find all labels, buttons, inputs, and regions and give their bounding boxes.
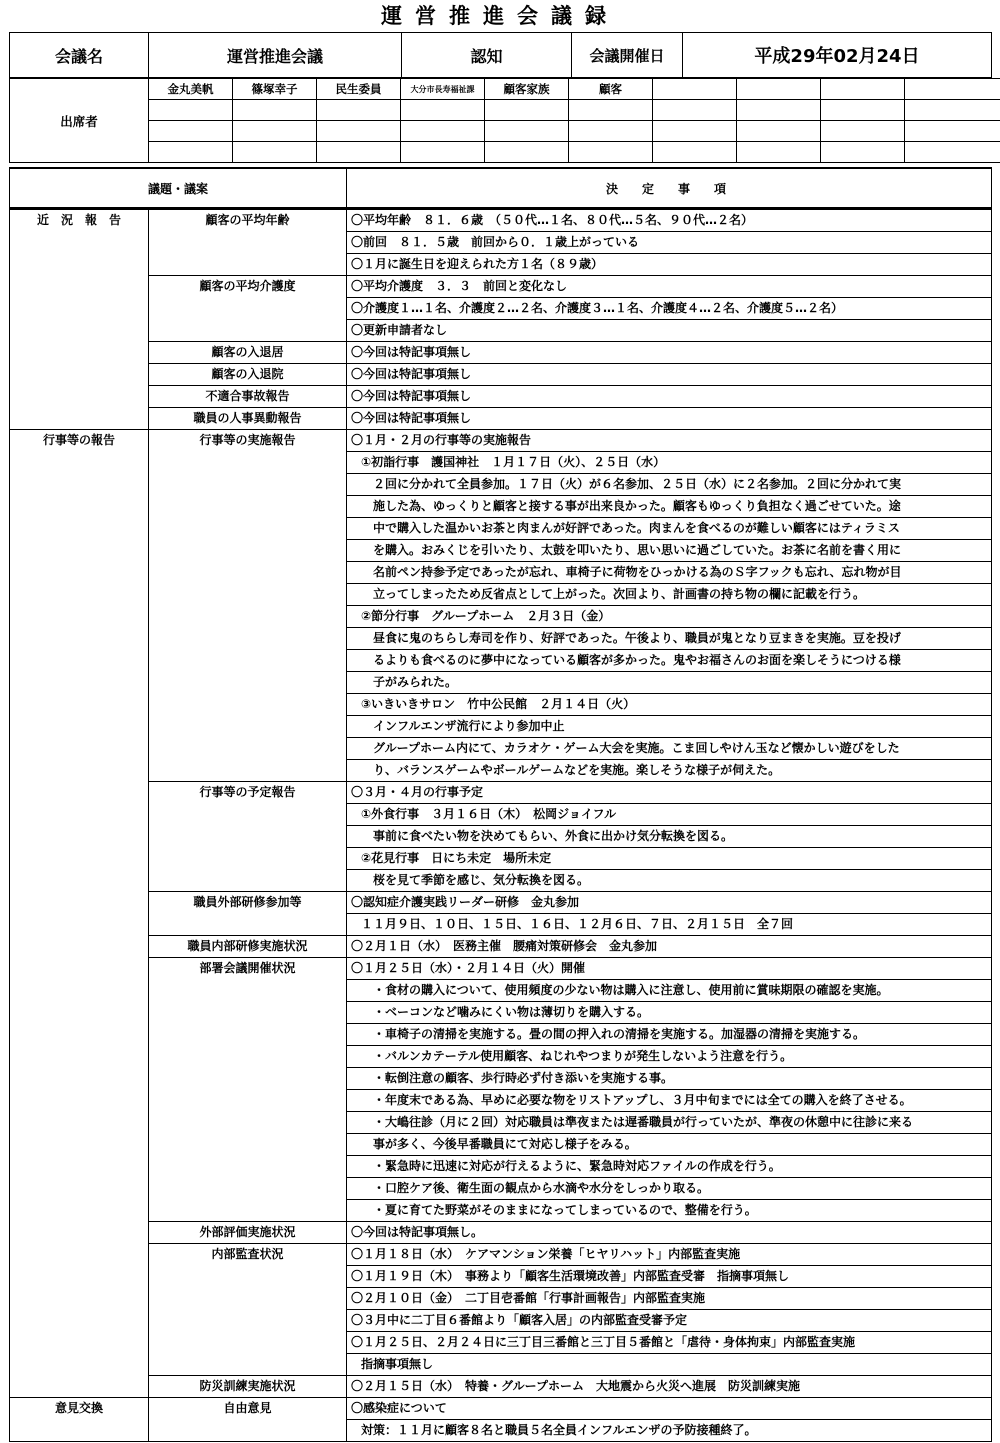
agenda-category-cell <box>10 1046 149 1068</box>
decision-text: 〇３月・４月の行事予定 <box>347 782 992 804</box>
meeting-date: 平成29年02月24日 <box>683 33 992 78</box>
minutes-row <box>10 1178 992 1200</box>
minutes-row <box>10 914 992 936</box>
agenda-item-cell <box>149 496 347 518</box>
decision-text: 〇今回は特記事項無し <box>347 408 992 430</box>
minutes-row <box>10 1068 992 1090</box>
decision-text: 立ってしまったため反省点として上がった。次回より、計画書の持ち物の欄に記載を行う。 <box>347 584 992 606</box>
agenda-category-cell <box>10 738 149 760</box>
agenda-item-cell <box>149 584 347 606</box>
agenda-item: 職員内部研修実施状況 <box>149 936 347 958</box>
minutes-row <box>10 584 992 606</box>
agenda-item-cell <box>149 1266 347 1288</box>
attendees-label: 出席者 <box>10 79 149 163</box>
agenda-label: 議題・議案 <box>10 168 347 208</box>
decision-text: ・ベーコンなど噛みにくい物は薄切りを購入する。 <box>347 1002 992 1024</box>
agenda-category-cell <box>10 298 149 320</box>
agenda-category-cell <box>10 1090 149 1112</box>
agenda-category-cell <box>10 364 149 386</box>
attendees-table <box>9 78 1000 163</box>
agenda-category-cell <box>10 1288 149 1310</box>
agenda-item: 部署会議開催状況 <box>149 958 347 980</box>
decision-text: 事前に食べたい物を決めてもらい、外食に出かけ気分転換を図る。 <box>347 826 992 848</box>
agenda-category-cell <box>10 1002 149 1024</box>
minutes-row <box>10 1222 992 1244</box>
agenda-item-cell <box>149 980 347 1002</box>
minutes-row <box>10 386 992 408</box>
decision-text: ・夏に育てた野菜がそのままになってしまっているので、整備を行う。 <box>347 1200 992 1222</box>
agenda-category-cell <box>10 1178 149 1200</box>
agenda-category-cell <box>10 1156 149 1178</box>
agenda-item-cell <box>149 1420 347 1442</box>
decision-text: るよりも食べるのに夢中になっている顧客が多かった。鬼やお福さんのお面を楽しそうにつける様 <box>347 650 992 672</box>
agenda-category-cell <box>10 342 149 364</box>
attendee-name: 金丸美帆 <box>149 79 233 100</box>
minutes-row <box>10 562 992 584</box>
decision-text: 〇更新申請者なし <box>347 320 992 342</box>
agenda-category-cell <box>10 958 149 980</box>
agenda-category-cell <box>10 980 149 1002</box>
agenda-category-cell <box>10 826 149 848</box>
minutes-row <box>10 672 992 694</box>
agenda-item-cell <box>149 1310 347 1332</box>
agenda-item-cell <box>149 1068 347 1090</box>
minutes-row <box>10 1420 992 1442</box>
agenda-item-cell <box>149 914 347 936</box>
decision-text: ・口腔ケア後、衛生面の観点から水滴や水分をしっかり取る。 <box>347 1178 992 1200</box>
decision-text: 〇介護度１…１名、介護度２…２名、介護度３…１名、介護度４…２名、介護度５…２名） <box>347 298 992 320</box>
minutes-row <box>10 408 992 430</box>
decision-text: ③いきいきサロン 竹中公民館 ２月１４日（火） <box>347 694 992 716</box>
minutes-row <box>10 1266 992 1288</box>
minutes-row <box>10 1090 992 1112</box>
minutes-row <box>10 958 992 980</box>
agenda-category: 近 況 報 告 <box>10 210 149 232</box>
decision-text: ・大嶋往診（月に２回）対応職員は準夜または遅番職員が行っていたが、準夜の休憩中に往診に来る <box>347 1112 992 1134</box>
agenda-category-cell <box>10 320 149 342</box>
minutes-row <box>10 1288 992 1310</box>
agenda-item-cell <box>149 540 347 562</box>
agenda-item-cell <box>149 452 347 474</box>
minutes-row <box>10 276 992 298</box>
agenda-item: 外部評価実施状況 <box>149 1222 347 1244</box>
agenda-category-cell <box>10 760 149 782</box>
minutes-row <box>10 364 992 386</box>
decision-text: 子がみられた。 <box>347 672 992 694</box>
agenda-item: 不適合事故報告 <box>149 386 347 408</box>
agenda-item-cell <box>149 474 347 496</box>
agenda-category-cell <box>10 1354 149 1376</box>
minutes-row <box>10 1024 992 1046</box>
agenda-item: 職員外部研修参加等 <box>149 892 347 914</box>
agenda-category-cell <box>10 1310 149 1332</box>
decision-text: 〇平均介護度 ３．３ 前回と変化なし <box>347 276 992 298</box>
decision-text: 対策：１１月に顧客８名と職員５名全員インフルエンザの予防接種終了。 <box>347 1420 992 1442</box>
agenda-category-cell <box>10 254 149 276</box>
attendee-cell <box>905 79 1000 100</box>
decision-text: 〇３月中に二丁目６番館より「顧客入居」の内部監査受審予定 <box>347 1310 992 1332</box>
agenda-item-cell <box>149 1354 347 1376</box>
minutes-row <box>10 826 992 848</box>
decision-text: 中で購入した温かいお茶と肉まんが好評であった。肉まんを食べるのが難しい顧客にはティラミス <box>347 518 992 540</box>
minutes-row <box>10 980 992 1002</box>
agenda-category-cell <box>10 408 149 430</box>
agenda-category-cell <box>10 1244 149 1266</box>
agenda-item-cell <box>149 694 347 716</box>
decision-text: ・車椅子の清掃を実施する。畳の間の押入れの清掃を実施する。加湿器の清掃を実施する。 <box>347 1024 992 1046</box>
minutes-row <box>10 254 992 276</box>
decision-text: インフルエンザ流行により参加中止 <box>347 716 992 738</box>
minutes-row <box>10 606 992 628</box>
agenda-category-cell <box>10 694 149 716</box>
attendee-name: 顧客 <box>569 79 653 100</box>
minutes-row <box>10 804 992 826</box>
agenda-category-cell <box>10 892 149 914</box>
meeting-header-table <box>9 32 992 78</box>
decision-text: 〇今回は特記事項無し <box>347 364 992 386</box>
attendee-name: 民生委員 <box>317 79 401 100</box>
attendee-name: 大分市長寿福祉課 <box>401 79 485 100</box>
minutes-row <box>10 1156 992 1178</box>
minutes-row <box>10 540 992 562</box>
minutes-row <box>10 298 992 320</box>
agenda-item-cell <box>149 298 347 320</box>
agenda-item: 行事等の予定報告 <box>149 782 347 804</box>
agenda-item-cell <box>149 518 347 540</box>
decision-text: ・緊急時に迅速に対応が行えるように、緊急時対応ファイルの作成を行う。 <box>347 1156 992 1178</box>
agenda-category-cell <box>10 474 149 496</box>
agenda-category-cell <box>10 782 149 804</box>
agenda-item-cell <box>149 716 347 738</box>
minutes-row <box>10 694 992 716</box>
agenda-item-cell <box>149 1112 347 1134</box>
agenda-category-cell <box>10 1200 149 1222</box>
minutes-row <box>10 870 992 892</box>
decision-label: 決 定 事 項 <box>347 168 992 208</box>
agenda-item-cell <box>149 628 347 650</box>
attendee-cell <box>653 79 737 100</box>
agenda-category-cell <box>10 870 149 892</box>
decision-text: 昼食に鬼のちらし寿司を作り、好評であった。午後より、職員が鬼となり豆まきを実施。豆を投げ <box>347 628 992 650</box>
agenda-item: 職員の人事異動報告 <box>149 408 347 430</box>
agenda-item-cell <box>149 1156 347 1178</box>
decision-text: 〇１月１８日（水） ケアマンション栄養「ヒヤリハット」内部監査実施 <box>347 1244 992 1266</box>
decision-text: 〇前回 ８１．５歳 前回から０．１歳上がっている <box>347 232 992 254</box>
minutes-row <box>10 1244 992 1266</box>
agenda-item: 顧客の入退院 <box>149 364 347 386</box>
minutes-row <box>10 430 992 452</box>
minutes-row <box>10 452 992 474</box>
minutes-row <box>10 628 992 650</box>
minutes-row <box>10 1046 992 1068</box>
agenda-item-cell <box>149 672 347 694</box>
attendee-name: 顧客家族 <box>485 79 569 100</box>
agenda-item-cell <box>149 870 347 892</box>
agenda-category-cell <box>10 628 149 650</box>
agenda-item: 顧客の入退居 <box>149 342 347 364</box>
agenda-category-cell <box>10 1332 149 1354</box>
decision-text: ②花見行事 日にち未定 場所未定 <box>347 848 992 870</box>
decision-text: 桜を見て季節を感じ、気分転換を図る。 <box>347 870 992 892</box>
agenda-category-cell <box>10 540 149 562</box>
agenda-category-cell <box>10 276 149 298</box>
decision-text: 〇１月・２月の行事等の実施報告 <box>347 430 992 452</box>
minutes-row <box>10 1112 992 1134</box>
decision-text: グループホーム内にて、カラオケ・ゲーム大会を実施。こま回しやけん玉など懐かしい遊びをした <box>347 738 992 760</box>
agenda-item: 自由意見 <box>149 1398 347 1420</box>
agenda-item-cell <box>149 1002 347 1024</box>
section-header-table <box>9 167 992 209</box>
minutes-row <box>10 496 992 518</box>
agenda-item-cell <box>149 1024 347 1046</box>
agenda-item-cell <box>149 254 347 276</box>
decision-text: ①初詣行事 護国神社 １月１７日（火）、２５日（水） <box>347 452 992 474</box>
minutes-row <box>10 1332 992 1354</box>
minutes-row <box>10 738 992 760</box>
agenda-item-cell <box>149 826 347 848</box>
minutes-body-table <box>9 209 992 1442</box>
agenda-category-cell <box>10 1266 149 1288</box>
attendee-cell <box>737 79 821 100</box>
agenda-category-cell <box>10 1068 149 1090</box>
agenda-category-cell <box>10 232 149 254</box>
decision-text: ②節分行事 グループホーム ２月３日（金） <box>347 606 992 628</box>
agenda-item-cell <box>149 1200 347 1222</box>
decision-text: を購入。おみくじを引いたり、太鼓を叩いたり、思い思いに過ごしていた。お茶に名前を書く用に <box>347 540 992 562</box>
agenda-category: 行事等の報告 <box>10 430 149 452</box>
decision-text: 〇２月１日（水） 医務主催 腰痛対策研修会 金丸参加 <box>347 936 992 958</box>
agenda-item-cell <box>149 1288 347 1310</box>
agenda-item: 顧客の平均介護度 <box>149 276 347 298</box>
agenda-item-cell <box>149 1332 347 1354</box>
decision-text: ・食材の購入について、使用頻度の少ない物は購入に注意し、使用前に賞味期限の確認を実施。 <box>347 980 992 1002</box>
agenda-category-cell <box>10 936 149 958</box>
agenda-item: 防災訓練実施状況 <box>149 1376 347 1398</box>
minutes-row <box>10 1134 992 1156</box>
attendee-name: 篠塚幸子 <box>233 79 317 100</box>
document-title: 運営推進会議録 <box>381 4 619 28</box>
agenda-category-cell <box>10 518 149 540</box>
agenda-category: 意見交換 <box>10 1398 149 1420</box>
agenda-category-cell <box>10 562 149 584</box>
agenda-item-cell <box>149 1178 347 1200</box>
decision-text: 〇２月１０日（金） 二丁目壱番館「行事計画報告」内部監査実施 <box>347 1288 992 1310</box>
decision-text: り、バランスゲームやボールゲームなどを実施。楽しそうな様子が伺えた。 <box>347 760 992 782</box>
date-label: 会議開催日 <box>572 33 683 78</box>
agenda-category-cell <box>10 606 149 628</box>
decision-text: 〇１月２５日（水）・２月１４日（火）開催 <box>347 958 992 980</box>
agenda-item-cell <box>149 606 347 628</box>
agenda-category-cell <box>10 914 149 936</box>
agenda-item: 顧客の平均年齢 <box>149 210 347 232</box>
agenda-item-cell <box>149 1046 347 1068</box>
decision-text: ・年度末である為、早めに必要な物をリストアップし、３月中旬までには全ての購入を終了させる。 <box>347 1090 992 1112</box>
minutes-row <box>10 716 992 738</box>
minutes-row <box>10 892 992 914</box>
agenda-category-cell <box>10 1376 149 1398</box>
minutes-row <box>10 342 992 364</box>
agenda-category-cell <box>10 386 149 408</box>
decision-text: ・バルンカテーテル使用顧客、ねじれやつまりが発生しないよう注意を行う。 <box>347 1046 992 1068</box>
agenda-item-cell <box>149 1090 347 1112</box>
minutes-row <box>10 1354 992 1376</box>
decision-text: 事が多く、今後早番職員にて対応し様子をみる。 <box>347 1134 992 1156</box>
minutes-row <box>10 848 992 870</box>
decision-text: ①外食行事 ３月１６日（木） 松岡ジョイフル <box>347 804 992 826</box>
agenda-category-cell <box>10 1134 149 1156</box>
decision-text: １１月９日、１０日、１５日、１６日、１２月６日、７日、２月１５日 全７回 <box>347 914 992 936</box>
minutes-row <box>10 518 992 540</box>
decision-text: 〇平均年齢 ８１．６歳 （５０代…１名、８０代…５名、９０代…２名） <box>347 210 992 232</box>
minutes-row <box>10 1398 992 1420</box>
agenda-item-cell <box>149 650 347 672</box>
agenda-category-cell <box>10 1024 149 1046</box>
minutes-row <box>10 936 992 958</box>
meeting-name-label: 会議名 <box>10 33 149 78</box>
agenda-item: 内部監査状況 <box>149 1244 347 1266</box>
meeting-type: 認知 <box>402 33 572 78</box>
agenda-category-cell <box>10 1222 149 1244</box>
agenda-item-cell <box>149 738 347 760</box>
decision-text: 〇今回は特記事項無し <box>347 342 992 364</box>
agenda-item-cell <box>149 320 347 342</box>
minutes-row <box>10 650 992 672</box>
agenda-item-cell <box>149 1134 347 1156</box>
minutes-row <box>10 1002 992 1024</box>
agenda-category-cell <box>10 584 149 606</box>
decision-text: 〇今回は特記事項無し <box>347 386 992 408</box>
agenda-item-cell <box>149 760 347 782</box>
decision-text: 〇１月１９日（木） 事務より「顧客生活環境改善」内部監査受審 指摘事項無し <box>347 1266 992 1288</box>
minutes-row <box>10 782 992 804</box>
agenda-category-cell <box>10 672 149 694</box>
agenda-category-cell <box>10 650 149 672</box>
decision-text: 施した為、ゆっくりと顧客と接する事が出来良かった。顧客もゆっくり負担なく過ごせていた。途 <box>347 496 992 518</box>
agenda-category-cell <box>10 1112 149 1134</box>
minutes-row <box>10 1310 992 1332</box>
agenda-category-cell <box>10 804 149 826</box>
agenda-category-cell <box>10 848 149 870</box>
agenda-item-cell <box>149 804 347 826</box>
agenda-item: 行事等の実施報告 <box>149 430 347 452</box>
decision-text: 〇１月に誕生日を迎えられた方１名（８９歳） <box>347 254 992 276</box>
decision-text: 〇感染症について <box>347 1398 992 1420</box>
decision-text: 〇１月２５日、２月２４日に三丁目三番館と三丁目５番館と「虐待・身体拘束」内部監査実施 <box>347 1332 992 1354</box>
minutes-row <box>10 1376 992 1398</box>
agenda-category-cell <box>10 496 149 518</box>
agenda-item-cell <box>149 562 347 584</box>
minutes-row <box>10 1200 992 1222</box>
decision-text: 〇今回は特記事項無し。 <box>347 1222 992 1244</box>
agenda-category-cell <box>10 452 149 474</box>
minutes-row <box>10 232 992 254</box>
agenda-item-cell <box>149 232 347 254</box>
meeting-name: 運営推進会議 <box>149 33 402 78</box>
decision-text: 名前ペン持参予定であったが忘れ、車椅子に荷物をひっかける為のＳ字フックも忘れ、忘れ物が目 <box>347 562 992 584</box>
decision-text: 指摘事項無し <box>347 1354 992 1376</box>
agenda-item-cell <box>149 848 347 870</box>
decision-text: ・転倒注意の顧客、歩行時必ず付き添いを実施する事。 <box>347 1068 992 1090</box>
decision-text: ２回に分かれて全員参加。１７日（火）が６名参加、２５日（水）に２名参加。２回に分かれて実 <box>347 474 992 496</box>
decision-text: 〇認知症介護実践リーダー研修 金丸参加 <box>347 892 992 914</box>
decision-text: 〇２月１５日（水） 特養・グループホーム 大地震から火災へ進展 防災訓練実施 <box>347 1376 992 1398</box>
minutes-row <box>10 474 992 496</box>
agenda-category-cell <box>10 1420 149 1442</box>
minutes-row <box>10 760 992 782</box>
minutes-row <box>10 320 992 342</box>
minutes-row <box>10 210 992 232</box>
attendee-cell <box>821 79 905 100</box>
agenda-category-cell <box>10 716 149 738</box>
